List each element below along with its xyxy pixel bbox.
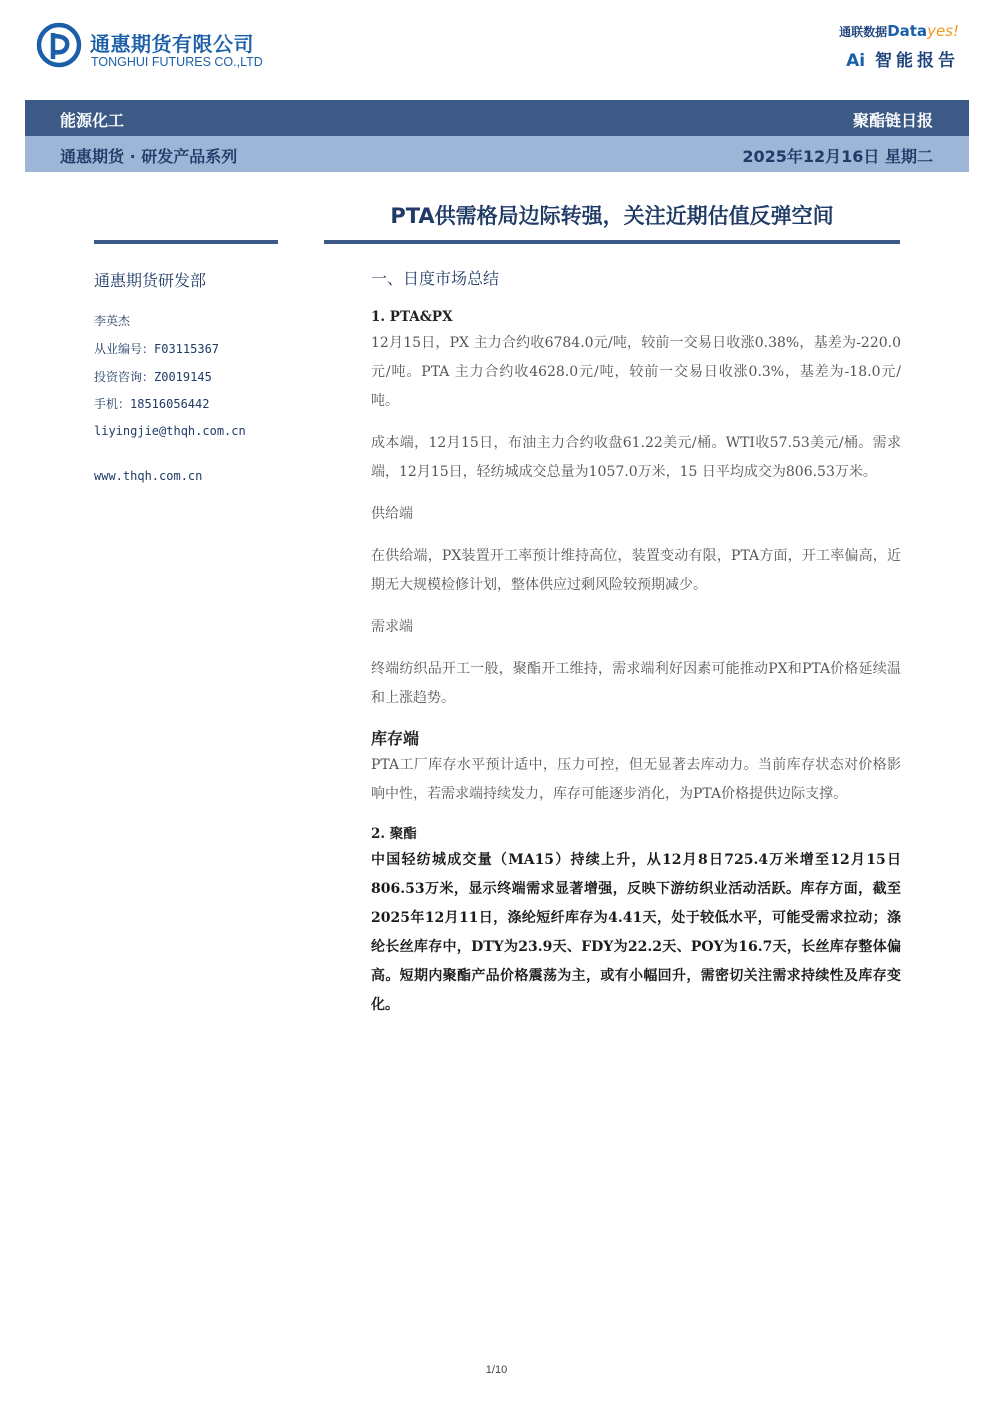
department-name: 通惠期货研发部 <box>94 271 207 290</box>
main-content <box>371 266 901 1020</box>
subsection-pta-px: 1. PTA&PX <box>371 309 453 325</box>
section-heading: 一、日度市场总结 <box>371 269 500 288</box>
datayes-logo <box>779 22 959 74</box>
analyst-name: 李英杰 <box>94 314 131 328</box>
consult-number: 投资咨询：Z0019145 <box>94 370 212 384</box>
ai-mark: Ai <box>846 51 866 71</box>
tonghui-logo-icon <box>36 22 82 68</box>
company-name-en: TONGHUI FUTURES CO.,LTD <box>91 55 263 69</box>
report-type: 聚酯链日报 <box>852 111 933 130</box>
datayes-yes: yes! <box>927 22 959 40</box>
company-name-cn: 通惠期货有限公司 <box>90 32 254 56</box>
phone-number: 手机：18516056442 <box>94 397 210 411</box>
company-logo <box>36 22 276 74</box>
license-number: 从业编号：F03115367 <box>94 342 220 356</box>
sector-label: 能源化工 <box>60 111 125 130</box>
paragraph-inventory: PTA工厂库存水平预计适中，压力可控，但无显著去库动力。当前库存状态对价格影响中性，若需求端持续发力，库存可能逐步消化，为PTA价格提供边际支撑。 <box>371 757 901 802</box>
paragraph-prices: 12月15日，PX 主力合约收6784.0元/吨，较前一交易日收涨0.38%，基差为-220.0元/吨。PTA 主力合约收4628.0元/吨，较前一交易日收涨0.3%，基差为-18.0元/吨。 <box>371 335 901 409</box>
report-title: PTA供需格局边际转强，关注近期估值反弹空间 <box>390 204 834 228</box>
paragraph-cost-demand: 成本端，12月15日，布油主力合约收盘61.22美元/桶。WTI收57.53美元/桶。需求端，12月15日，轻纺城成交总量为1057.0万米，15 日平均成交为806.53万米。 <box>371 435 901 480</box>
series-label: 通惠期货 · 研发产品系列 <box>60 147 238 166</box>
page-number: 1/10 <box>485 1364 508 1376</box>
ai-report-line <box>779 46 959 71</box>
header-band-secondary <box>25 136 969 172</box>
demand-label: 需求端 <box>371 619 413 635</box>
email-link[interactable]: liyingjie@thqh.com.cn <box>94 424 246 438</box>
inventory-heading: 库存端 <box>371 729 420 748</box>
report-date: 2025年12月16日 星期二 <box>742 147 933 166</box>
datayes-cn: 通联数据 <box>839 25 888 39</box>
datayes-line <box>779 22 959 40</box>
header-band-primary <box>25 100 969 136</box>
website-link[interactable]: www.thqh.com.cn <box>94 469 203 483</box>
paragraph-supply: 在供给端，PX装置开工率预计维持高位，装置变动有限，PTA方面，开工率偏高，近期无大规模检修计划，整体供应过剩风险较预期减少。 <box>371 548 901 593</box>
paragraph-demand: 终端纺织品开工一般，聚酯开工维持，需求端利好因素可能推动PX和PTA价格延续温和上涨趋势。 <box>371 661 901 706</box>
supply-label: 供给端 <box>371 506 413 522</box>
title-rule <box>324 240 900 244</box>
subsection-polyester: 2. 聚酯 <box>371 826 417 842</box>
ai-report-text: 智能报告 <box>875 51 959 71</box>
datayes-data: Data <box>887 22 928 40</box>
sidebar-rule <box>94 240 278 244</box>
paragraph-polyester: 中国轻纺城成交量（MA15）持续上升，从12月8日725.4万米增至12月15日806.53万米，显示终端需求显著增强，反映下游纺织业活动活跃。库存方面，截至2025年12月11日，涤纶短纤库存为4.41天，处于较低水平，可能受需求拉动；涤纶长丝库存中，DTY为23.9天、FDY为22.2天、POY为16.7天，长丝库存整体偏高。短期内聚酯产品价格震荡为主，或有小幅回升，需密切关注需求持续性及库存变化。 <box>371 852 901 1013</box>
